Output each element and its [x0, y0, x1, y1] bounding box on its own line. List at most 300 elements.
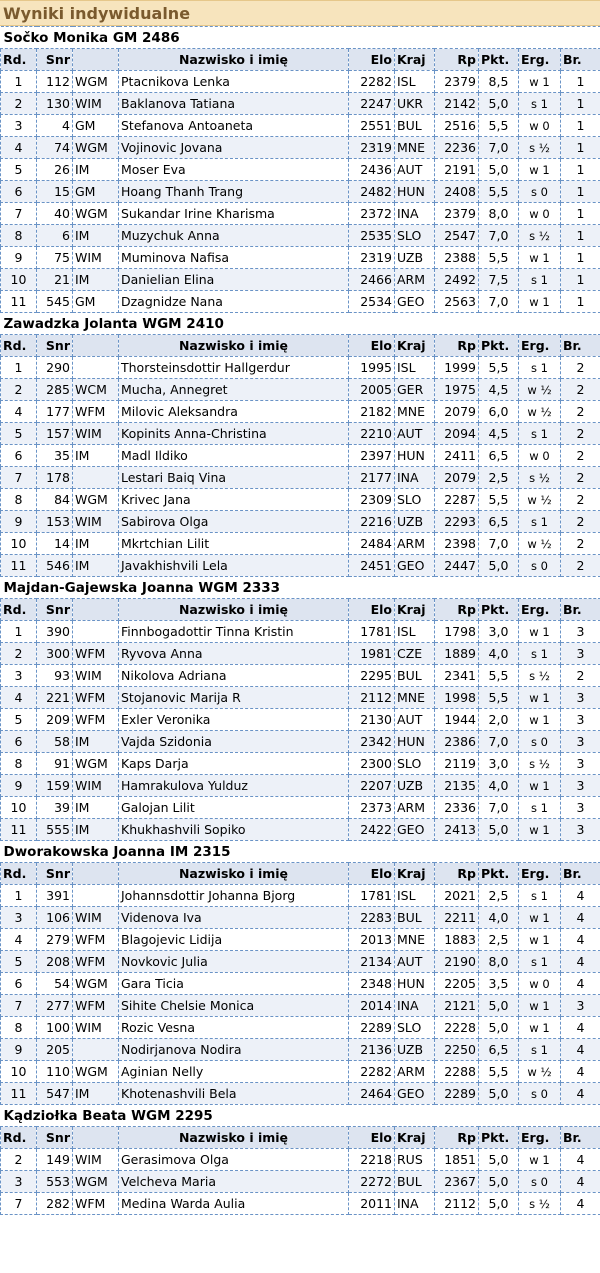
cell-name: Novkovic Julia: [119, 951, 349, 973]
column-header-country: Kraj: [395, 1127, 435, 1149]
cell-elo: 2484: [349, 533, 395, 555]
cell-elo: 1781: [349, 885, 395, 907]
column-header-name: Nazwisko i imię: [119, 1127, 349, 1149]
player-header-name: Dworakowska Joanna IM 2315: [1, 841, 600, 863]
table-row: [1, 423, 600, 445]
table-row: [1, 1039, 600, 1061]
cell-points: 6,0: [479, 401, 519, 423]
cell-result: w 0: [519, 445, 561, 467]
table-row: [1, 379, 600, 401]
cell-rp: 2516: [435, 115, 479, 137]
table-row: [1, 71, 600, 93]
cell-name: Javakhishvili Lela: [119, 555, 349, 577]
cell-rp: 2408: [435, 181, 479, 203]
cell-name: Khukhashvili Sopiko: [119, 819, 349, 841]
cell-country: HUN: [395, 731, 435, 753]
cell-snr: 40: [37, 203, 73, 225]
table-row: [1, 731, 600, 753]
column-header-round: Rd.: [1, 863, 37, 885]
cell-elo: 2466: [349, 269, 395, 291]
table-row: [1, 489, 600, 511]
cell-points: 5,5: [479, 489, 519, 511]
cell-country: MNE: [395, 137, 435, 159]
cell-points: 5,5: [479, 115, 519, 137]
cell-result: w 1: [519, 907, 561, 929]
cell-country: ARM: [395, 269, 435, 291]
cell-title: WIM: [73, 907, 119, 929]
cell-rp: 2288: [435, 1061, 479, 1083]
column-header-country: Kraj: [395, 49, 435, 71]
cell-points: 5,5: [479, 247, 519, 269]
cell-elo: 2422: [349, 819, 395, 841]
table-row: [1, 995, 600, 1017]
cell-name: Kaps Darja: [119, 753, 349, 775]
table-row: [1, 181, 600, 203]
cell-board: 4: [561, 1193, 600, 1215]
cell-rp: 2135: [435, 775, 479, 797]
cell-rp: 2293: [435, 511, 479, 533]
column-header-snr: Snr: [37, 863, 73, 885]
cell-board: 1: [561, 159, 600, 181]
cell-result: s 1: [519, 357, 561, 379]
cell-board: 3: [561, 819, 600, 841]
cell-elo: 2451: [349, 555, 395, 577]
cell-title: WIM: [73, 775, 119, 797]
cell-board: 2: [561, 379, 600, 401]
cell-result: s 1: [519, 951, 561, 973]
cell-elo: 2436: [349, 159, 395, 181]
cell-round: 4: [1, 401, 37, 423]
cell-board: 1: [561, 269, 600, 291]
cell-points: 3,5: [479, 973, 519, 995]
cell-country: GEO: [395, 291, 435, 313]
cell-round: 5: [1, 951, 37, 973]
cell-rp: 1851: [435, 1149, 479, 1171]
cell-result: w 1: [519, 159, 561, 181]
cell-result: w 1: [519, 995, 561, 1017]
table-row: [1, 951, 600, 973]
cell-title: WIM: [73, 93, 119, 115]
cell-elo: 2300: [349, 753, 395, 775]
cell-points: 5,5: [479, 181, 519, 203]
cell-points: 2,0: [479, 709, 519, 731]
cell-snr: 300: [37, 643, 73, 665]
cell-title: WFM: [73, 709, 119, 731]
cell-result: s ½: [519, 137, 561, 159]
cell-snr: 391: [37, 885, 73, 907]
cell-country: GER: [395, 379, 435, 401]
cell-name: Velcheva Maria: [119, 1171, 349, 1193]
cell-elo: 2482: [349, 181, 395, 203]
cell-board: 1: [561, 115, 600, 137]
cell-points: 7,0: [479, 731, 519, 753]
column-header-country: Kraj: [395, 863, 435, 885]
column-header-board: Br.: [561, 49, 600, 71]
cell-board: 4: [561, 1083, 600, 1105]
table-row: [1, 1083, 600, 1105]
cell-elo: 2397: [349, 445, 395, 467]
cell-title: IM: [73, 533, 119, 555]
cell-snr: 112: [37, 71, 73, 93]
cell-points: 7,5: [479, 269, 519, 291]
cell-result: s 0: [519, 181, 561, 203]
cell-name: Muminova Nafisa: [119, 247, 349, 269]
cell-round: 8: [1, 225, 37, 247]
column-header-result: Erg.: [519, 599, 561, 621]
cell-result: w 1: [519, 709, 561, 731]
cell-round: 2: [1, 1149, 37, 1171]
cell-points: 7,0: [479, 533, 519, 555]
cell-title: GM: [73, 181, 119, 203]
cell-board: 4: [561, 951, 600, 973]
cell-name: Sabirova Olga: [119, 511, 349, 533]
cell-title: WIM: [73, 665, 119, 687]
cell-elo: 2289: [349, 1017, 395, 1039]
cell-elo: 2282: [349, 1061, 395, 1083]
cell-round: 3: [1, 115, 37, 137]
cell-elo: 2014: [349, 995, 395, 1017]
cell-board: 4: [561, 1171, 600, 1193]
table-row: [1, 467, 600, 489]
cell-name: Sihite Chelsie Monica: [119, 995, 349, 1017]
cell-rp: 2563: [435, 291, 479, 313]
cell-title: IM: [73, 445, 119, 467]
cell-name: Moser Eva: [119, 159, 349, 181]
cell-title: WFM: [73, 643, 119, 665]
cell-name: Sukandar Irine Kharisma: [119, 203, 349, 225]
cell-country: SLO: [395, 1017, 435, 1039]
cell-round: 5: [1, 423, 37, 445]
cell-rp: 2119: [435, 753, 479, 775]
cell-snr: 4: [37, 115, 73, 137]
cell-snr: 178: [37, 467, 73, 489]
cell-round: 4: [1, 687, 37, 709]
cell-country: AUT: [395, 423, 435, 445]
cell-result: w ½: [519, 401, 561, 423]
player-header-name: Zawadzka Jolanta WGM 2410: [1, 313, 600, 335]
column-header-title: [73, 599, 119, 621]
cell-result: w ½: [519, 1061, 561, 1083]
cell-result: w 0: [519, 203, 561, 225]
cell-result: s 0: [519, 1083, 561, 1105]
cell-country: BUL: [395, 907, 435, 929]
cell-board: 4: [561, 973, 600, 995]
cell-result: w 1: [519, 1017, 561, 1039]
cell-points: 5,0: [479, 1171, 519, 1193]
cell-name: Milovic Aleksandra: [119, 401, 349, 423]
cell-points: 6,5: [479, 445, 519, 467]
cell-name: Lestari Baiq Vina: [119, 467, 349, 489]
cell-result: s 1: [519, 423, 561, 445]
cell-points: 5,5: [479, 687, 519, 709]
column-header-round: Rd.: [1, 49, 37, 71]
cell-name: Stefanova Antoaneta: [119, 115, 349, 137]
cell-rp: 2388: [435, 247, 479, 269]
cell-elo: 1995: [349, 357, 395, 379]
player-header-name: Sočko Monika GM 2486: [1, 27, 600, 49]
cell-snr: 221: [37, 687, 73, 709]
cell-result: s 1: [519, 885, 561, 907]
cell-snr: 545: [37, 291, 73, 313]
cell-rp: 1975: [435, 379, 479, 401]
player-header: [1, 1105, 600, 1127]
cell-snr: 74: [37, 137, 73, 159]
cell-board: 4: [561, 885, 600, 907]
cell-snr: 100: [37, 1017, 73, 1039]
cell-title: WGM: [73, 203, 119, 225]
cell-country: ARM: [395, 1061, 435, 1083]
cell-elo: 2342: [349, 731, 395, 753]
cell-points: 4,0: [479, 907, 519, 929]
table-row: [1, 511, 600, 533]
cell-result: w ½: [519, 379, 561, 401]
cell-result: s 0: [519, 731, 561, 753]
column-header-elo: Elo: [349, 335, 395, 357]
cell-elo: 2013: [349, 929, 395, 951]
cell-name: Mucha, Annegret: [119, 379, 349, 401]
table-row: [1, 225, 600, 247]
column-header-elo: Elo: [349, 599, 395, 621]
cell-round: 11: [1, 555, 37, 577]
cell-result: s 1: [519, 643, 561, 665]
column-header-row: [1, 335, 600, 357]
cell-board: 2: [561, 401, 600, 423]
cell-title: WIM: [73, 1149, 119, 1171]
cell-name: Hamrakulova Yulduz: [119, 775, 349, 797]
cell-elo: 2005: [349, 379, 395, 401]
cell-board: 2: [561, 489, 600, 511]
table-row: [1, 929, 600, 951]
cell-snr: 208: [37, 951, 73, 973]
cell-board: 3: [561, 995, 600, 1017]
cell-name: Madl Ildiko: [119, 445, 349, 467]
cell-title: WFM: [73, 929, 119, 951]
cell-result: s 1: [519, 1039, 561, 1061]
cell-result: w 0: [519, 115, 561, 137]
cell-snr: 58: [37, 731, 73, 753]
table-row: [1, 687, 600, 709]
cell-round: 6: [1, 973, 37, 995]
cell-board: 1: [561, 93, 600, 115]
cell-round: 6: [1, 445, 37, 467]
cell-title: WFM: [73, 1193, 119, 1215]
cell-snr: 390: [37, 621, 73, 643]
cell-points: 7,0: [479, 797, 519, 819]
column-header-title: [73, 335, 119, 357]
cell-name: Gerasimova Olga: [119, 1149, 349, 1171]
cell-board: 4: [561, 1061, 600, 1083]
cell-elo: 2535: [349, 225, 395, 247]
column-header-round: Rd.: [1, 1127, 37, 1149]
cell-board: 3: [561, 775, 600, 797]
cell-snr: 177: [37, 401, 73, 423]
cell-snr: 21: [37, 269, 73, 291]
table-row: [1, 643, 600, 665]
cell-country: INA: [395, 203, 435, 225]
cell-points: 5,0: [479, 995, 519, 1017]
player-header: [1, 577, 600, 599]
cell-snr: 282: [37, 1193, 73, 1215]
cell-title: WGM: [73, 489, 119, 511]
cell-rp: 2492: [435, 269, 479, 291]
page-title: Wyniki indywidualne: [0, 0, 600, 26]
cell-country: MNE: [395, 929, 435, 951]
cell-round: 3: [1, 907, 37, 929]
cell-result: w 1: [519, 819, 561, 841]
cell-result: s 0: [519, 1171, 561, 1193]
cell-rp: 2142: [435, 93, 479, 115]
cell-elo: 2136: [349, 1039, 395, 1061]
cell-snr: 35: [37, 445, 73, 467]
table-row: [1, 247, 600, 269]
cell-elo: 2011: [349, 1193, 395, 1215]
cell-title: [73, 621, 119, 643]
column-header-points: Pkt.: [479, 49, 519, 71]
column-header-title: [73, 1127, 119, 1149]
column-header-result: Erg.: [519, 335, 561, 357]
cell-result: w 1: [519, 247, 561, 269]
cell-name: Muzychuk Anna: [119, 225, 349, 247]
cell-snr: 110: [37, 1061, 73, 1083]
cell-board: 2: [561, 467, 600, 489]
table-row: [1, 1149, 600, 1171]
column-header-title: [73, 863, 119, 885]
table-row: [1, 819, 600, 841]
cell-title: IM: [73, 159, 119, 181]
cell-elo: 2348: [349, 973, 395, 995]
cell-round: 4: [1, 929, 37, 951]
column-header-snr: Snr: [37, 1127, 73, 1149]
cell-title: IM: [73, 555, 119, 577]
cell-elo: 2177: [349, 467, 395, 489]
cell-title: WGM: [73, 753, 119, 775]
cell-title: IM: [73, 1083, 119, 1105]
cell-name: Khotenashvili Bela: [119, 1083, 349, 1105]
cell-title: WFM: [73, 687, 119, 709]
cell-round: 5: [1, 709, 37, 731]
cell-board: 3: [561, 643, 600, 665]
cell-result: s 1: [519, 93, 561, 115]
cell-board: 2: [561, 423, 600, 445]
cell-rp: 2336: [435, 797, 479, 819]
cell-round: 6: [1, 181, 37, 203]
table-row: [1, 797, 600, 819]
column-header-result: Erg.: [519, 1127, 561, 1149]
cell-points: 5,0: [479, 159, 519, 181]
table-row: [1, 885, 600, 907]
cell-points: 5,0: [479, 93, 519, 115]
player-header-name: Kądziołka Beata WGM 2295: [1, 1105, 600, 1127]
column-header-round: Rd.: [1, 335, 37, 357]
cell-points: 7,0: [479, 137, 519, 159]
cell-country: GEO: [395, 1083, 435, 1105]
cell-result: w 1: [519, 687, 561, 709]
cell-snr: 15: [37, 181, 73, 203]
cell-points: 4,5: [479, 379, 519, 401]
column-header-title: [73, 49, 119, 71]
cell-elo: 2282: [349, 71, 395, 93]
table-row: [1, 159, 600, 181]
cell-title: IM: [73, 225, 119, 247]
cell-round: 7: [1, 467, 37, 489]
cell-board: 3: [561, 731, 600, 753]
cell-name: Mkrtchian Lilit: [119, 533, 349, 555]
player-header-name: Majdan-Gajewska Joanna WGM 2333: [1, 577, 600, 599]
cell-rp: 2228: [435, 1017, 479, 1039]
cell-name: Nodirjanova Nodira: [119, 1039, 349, 1061]
cell-result: s ½: [519, 467, 561, 489]
cell-name: Johannsdottir Johanna Bjorg: [119, 885, 349, 907]
cell-round: 7: [1, 203, 37, 225]
cell-elo: 2295: [349, 665, 395, 687]
cell-result: w 1: [519, 929, 561, 951]
cell-round: 4: [1, 137, 37, 159]
column-header-points: Pkt.: [479, 335, 519, 357]
cell-round: 9: [1, 247, 37, 269]
column-header-points: Pkt.: [479, 1127, 519, 1149]
cell-board: 3: [561, 753, 600, 775]
cell-title: WGM: [73, 1061, 119, 1083]
cell-round: 6: [1, 731, 37, 753]
column-header-points: Pkt.: [479, 863, 519, 885]
cell-round: 2: [1, 379, 37, 401]
cell-snr: 93: [37, 665, 73, 687]
cell-rp: 1883: [435, 929, 479, 951]
cell-rp: 2205: [435, 973, 479, 995]
cell-name: Exler Veronika: [119, 709, 349, 731]
cell-title: [73, 467, 119, 489]
cell-title: IM: [73, 819, 119, 841]
cell-elo: 2319: [349, 137, 395, 159]
table-row: [1, 907, 600, 929]
cell-country: SLO: [395, 225, 435, 247]
cell-board: 2: [561, 445, 600, 467]
cell-country: CZE: [395, 643, 435, 665]
cell-rp: 2547: [435, 225, 479, 247]
cell-country: INA: [395, 995, 435, 1017]
cell-elo: 2130: [349, 709, 395, 731]
cell-country: SLO: [395, 489, 435, 511]
cell-round: 1: [1, 71, 37, 93]
cell-elo: 2182: [349, 401, 395, 423]
cell-round: 8: [1, 489, 37, 511]
cell-board: 4: [561, 907, 600, 929]
cell-round: 11: [1, 819, 37, 841]
cell-points: 7,0: [479, 225, 519, 247]
cell-country: MNE: [395, 687, 435, 709]
cell-snr: 14: [37, 533, 73, 555]
cell-country: MNE: [395, 401, 435, 423]
cell-country: UZB: [395, 1039, 435, 1061]
cell-rp: 1999: [435, 357, 479, 379]
table-row: [1, 1061, 600, 1083]
table-row: [1, 1017, 600, 1039]
cell-name: Dzagnidze Nana: [119, 291, 349, 313]
cell-title: WGM: [73, 973, 119, 995]
cell-round: 7: [1, 1193, 37, 1215]
cell-round: 8: [1, 753, 37, 775]
cell-country: BUL: [395, 665, 435, 687]
cell-snr: 555: [37, 819, 73, 841]
cell-rp: 1889: [435, 643, 479, 665]
cell-rp: 2211: [435, 907, 479, 929]
cell-rp: 2236: [435, 137, 479, 159]
cell-snr: 209: [37, 709, 73, 731]
cell-country: GEO: [395, 555, 435, 577]
cell-title: WIM: [73, 1017, 119, 1039]
cell-snr: 285: [37, 379, 73, 401]
cell-country: ISL: [395, 357, 435, 379]
